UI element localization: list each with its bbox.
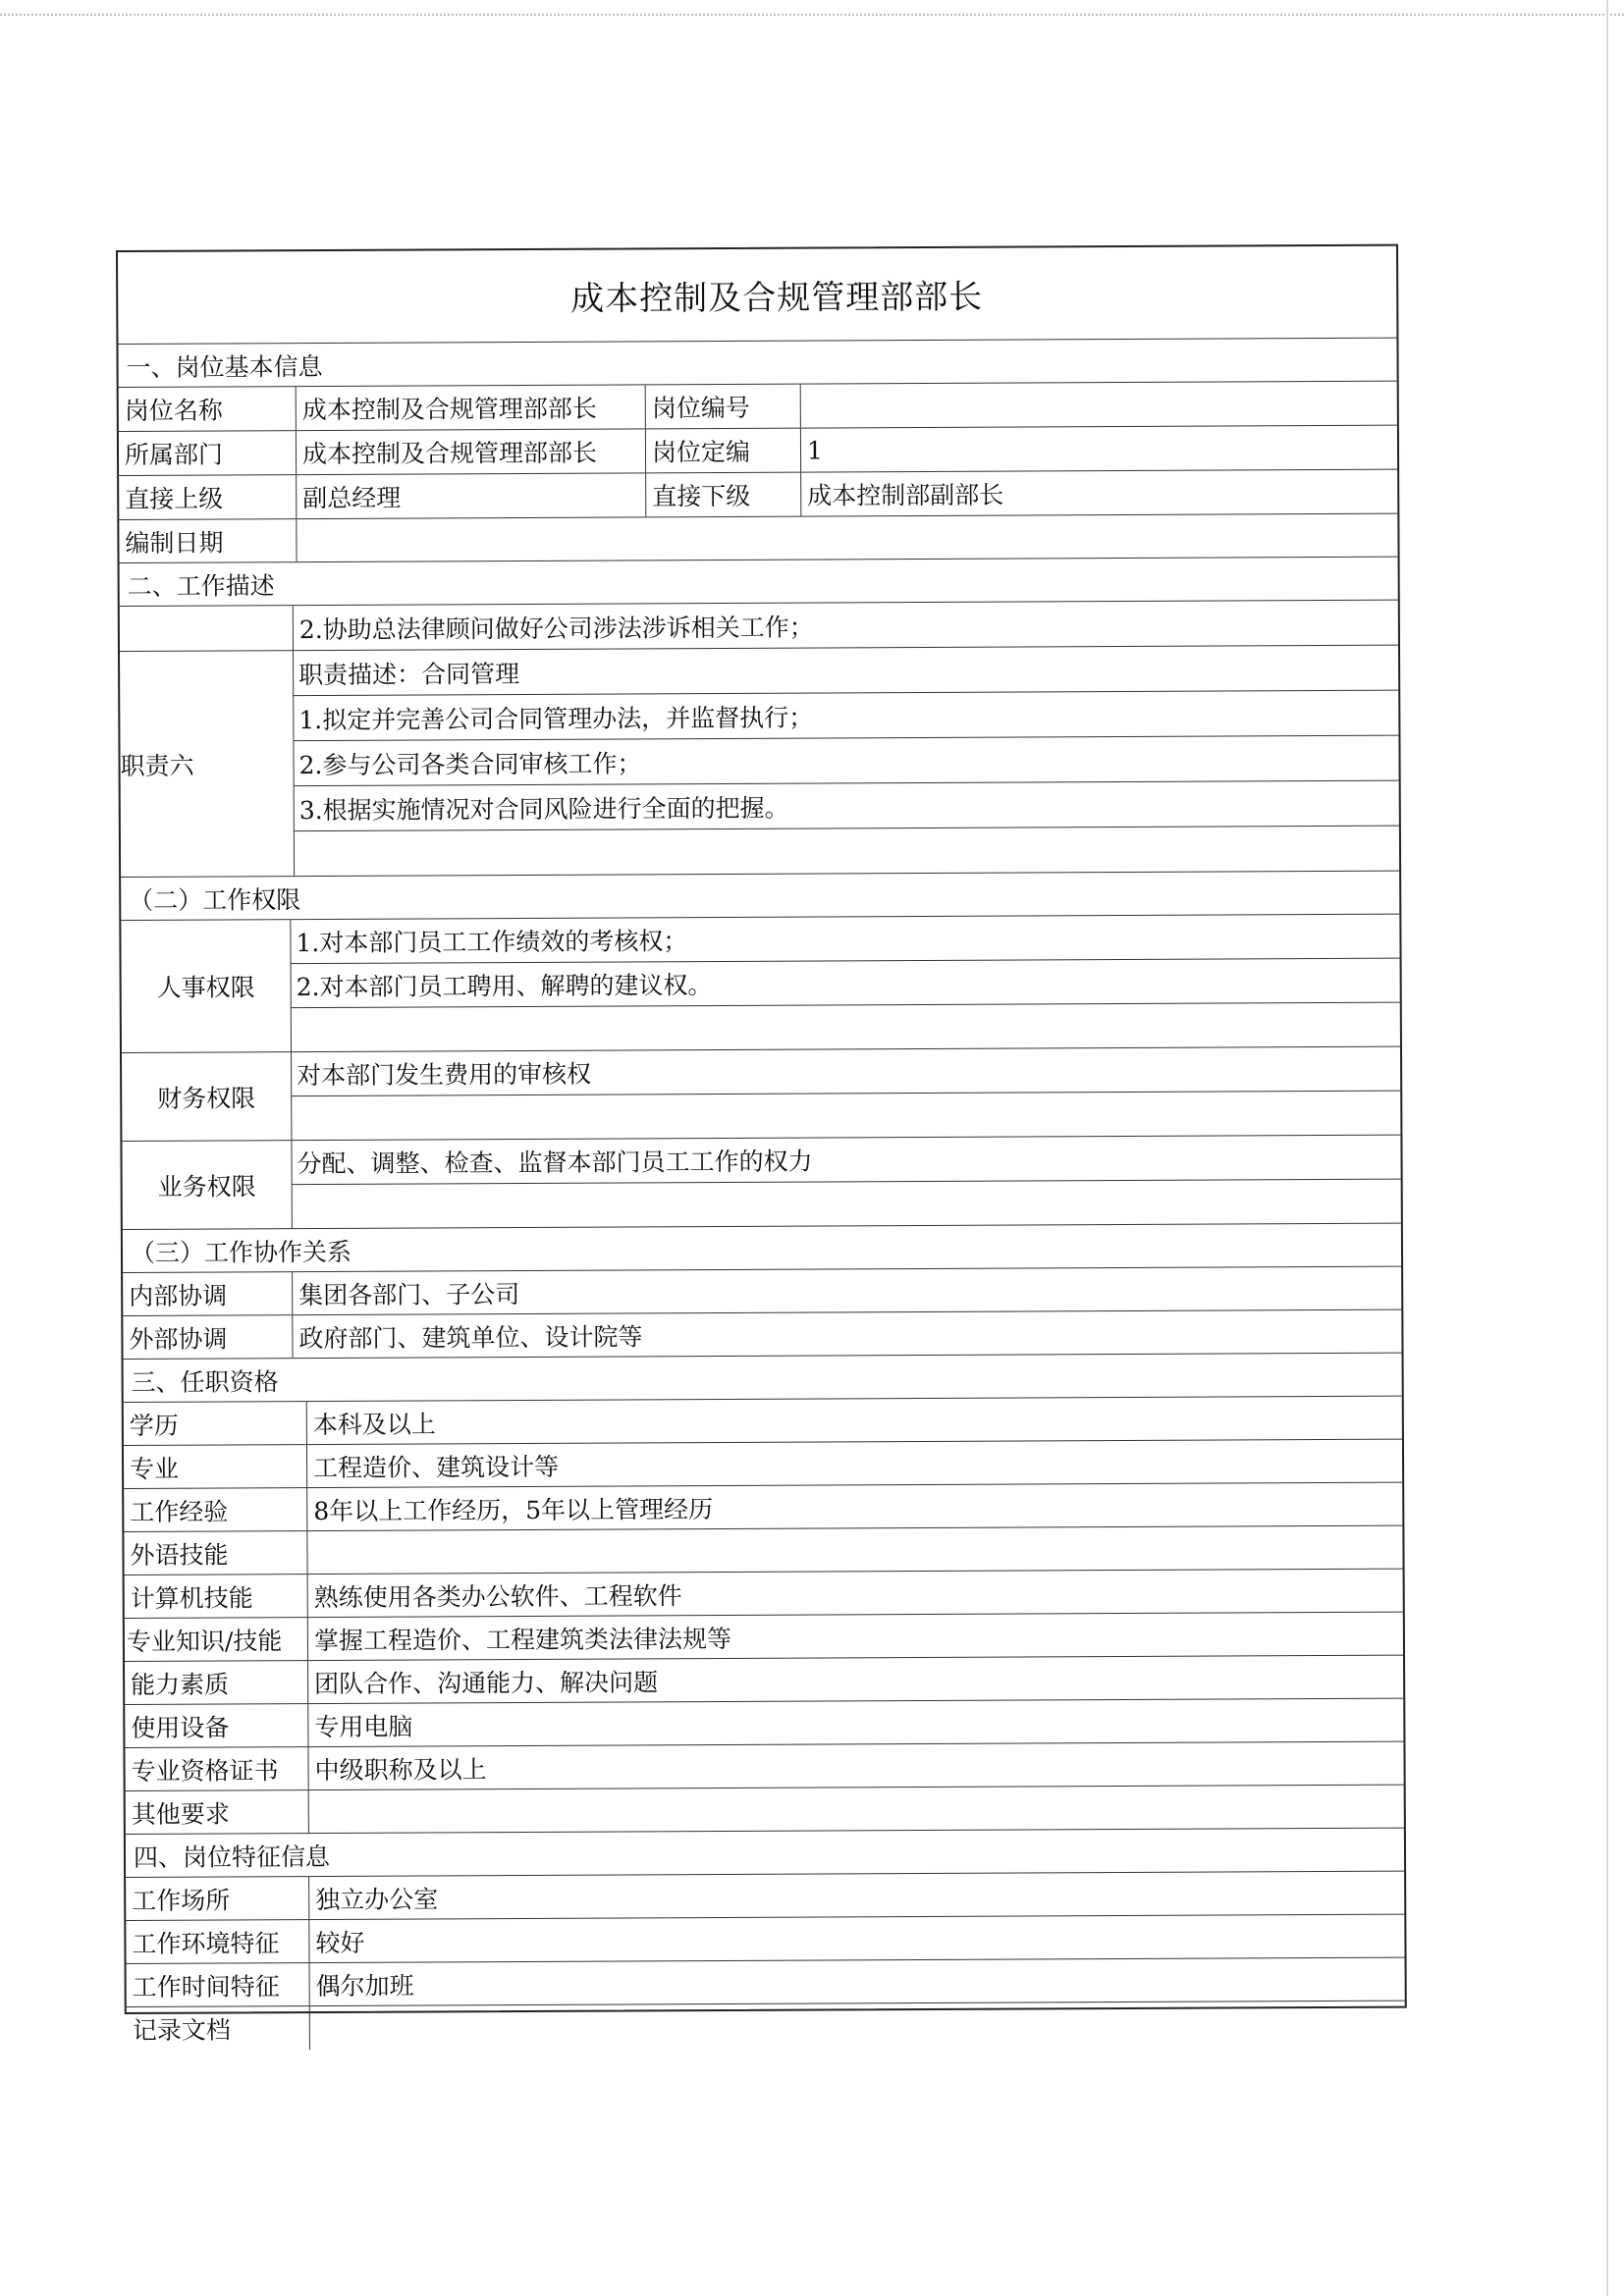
- table-row: [123, 1310, 1401, 1360]
- list-item: 对本部门发生费用的审核权: [297, 1059, 592, 1091]
- field-value: 集团各部门、子公司: [292, 1267, 1401, 1315]
- section-row: [126, 1829, 1404, 1878]
- field-label: 学历: [129, 1411, 179, 1440]
- field-value: 8年以上工作经历，5年以上管理经历: [306, 1483, 1402, 1530]
- scan-noise: [0, 14, 1624, 26]
- table-row: [119, 470, 1397, 520]
- table-row: [119, 382, 1397, 432]
- table-row: [291, 959, 1400, 1009]
- table-row: [120, 601, 1398, 652]
- section-heading: 一、岗位基本信息: [126, 351, 323, 382]
- table-row: [124, 1397, 1402, 1446]
- list-item: [291, 1092, 1400, 1141]
- table-row: [125, 1699, 1403, 1748]
- finance-authority-label: 财务权限: [122, 1052, 291, 1142]
- field-value: 掌握工程造价、工程建筑类法律法规等: [307, 1613, 1403, 1660]
- section-heading: （二）工作权限: [129, 884, 301, 915]
- list-item: 2.协助总法律顾问做好公司涉法涉诉相关工作；: [293, 601, 1398, 651]
- field-value: 熟练使用各类办公软件、工程软件: [307, 1570, 1403, 1617]
- field-value: 团队合作、沟通能力、解决问题: [307, 1656, 1403, 1703]
- table-row: [125, 1570, 1403, 1619]
- field-label: [120, 606, 293, 651]
- list-item: 1.拟定并完善公司合同管理办法，并监督执行；: [298, 703, 814, 734]
- duty-label: 职责六: [120, 651, 294, 878]
- table-row: [119, 426, 1397, 476]
- field-value: [296, 514, 1397, 561]
- field-label: 直接下级: [645, 473, 800, 517]
- table-row: [126, 1915, 1404, 1964]
- table-row: [125, 1613, 1403, 1662]
- table-row: [293, 691, 1398, 742]
- field-label: 工作环境特征: [132, 1928, 280, 1958]
- field-value: 成本控制及合规管理部部长: [296, 429, 645, 474]
- hr-authority-label: 人事权限: [121, 920, 291, 1053]
- table-row: [124, 1483, 1402, 1532]
- table-row: [291, 1136, 1400, 1186]
- field-label: 工作场所: [132, 1885, 231, 1915]
- page-edge: [1606, 0, 1608, 2296]
- field-label: 编制日期: [125, 527, 224, 558]
- title-row: [118, 246, 1396, 345]
- section-row: [121, 872, 1399, 921]
- field-value: 中级职称及以上: [307, 1742, 1403, 1789]
- section-heading: 二、工作描述: [127, 570, 275, 601]
- table-row: [126, 1872, 1404, 1921]
- field-value: [308, 1786, 1404, 1833]
- field-label: 直接上级: [125, 484, 224, 513]
- table-row: [127, 2002, 1405, 2051]
- section-row: [118, 339, 1396, 388]
- field-label: 记录文档: [132, 2015, 231, 2045]
- field-label: 其他要求: [131, 1798, 230, 1829]
- field-label: 外部协调: [129, 1323, 228, 1354]
- list-item: 1.对本部门员工工作绩效的考核权；: [296, 927, 688, 958]
- field-label: 使用设备: [131, 1712, 230, 1742]
- field-value: 独立办公室: [308, 1872, 1404, 1919]
- field-label: 能力素质: [131, 1669, 230, 1699]
- table-row: [119, 514, 1397, 563]
- list-item: 3.根据实施情况对合同风险进行全面的把握。: [298, 793, 789, 825]
- field-label: 专业: [129, 1454, 180, 1483]
- table-row: [124, 1440, 1402, 1489]
- field-label: 外语技能: [130, 1539, 229, 1570]
- section-row: [124, 1354, 1402, 1403]
- field-label: 岗位定编: [645, 429, 800, 473]
- field-value: 专用电脑: [307, 1699, 1403, 1746]
- field-value: [306, 1526, 1402, 1574]
- table-row: [126, 1786, 1404, 1835]
- table-row: [290, 915, 1399, 965]
- section-heading: （三）工作协作关系: [130, 1237, 352, 1267]
- page-title: 成本控制及合规管理部部长: [570, 277, 984, 319]
- field-label: 工作经验: [130, 1496, 229, 1526]
- list-item: [291, 1003, 1400, 1052]
- list-item: [294, 827, 1399, 877]
- field-value: 副总经理: [296, 473, 645, 518]
- field-label: 专业资格证书: [131, 1755, 279, 1786]
- field-value: 较好: [308, 1915, 1404, 1962]
- table-row: [125, 1742, 1403, 1791]
- section-row: [123, 1224, 1401, 1273]
- list-item: 职责描述：合同管理: [298, 659, 520, 689]
- table-row: [291, 1092, 1400, 1142]
- field-value: 政府部门、建筑单位、设计院等: [292, 1310, 1401, 1359]
- field-value: 成本控制及合规管理部部长: [296, 385, 645, 430]
- field-label: 岗位编号: [645, 385, 800, 429]
- field-label: 岗位名称: [124, 396, 223, 425]
- job-description-table: [116, 244, 1407, 2045]
- field-label: 所属部门: [124, 440, 224, 469]
- field-value: 工程造价、建筑设计等: [306, 1440, 1402, 1487]
- field-value: [800, 382, 1397, 428]
- section-row: [120, 558, 1398, 607]
- field-label: 工作时间特征: [132, 1971, 280, 2002]
- list-item: [292, 1180, 1401, 1229]
- field-value: 成本控制部副部长: [800, 470, 1397, 516]
- section-heading: 四、岗位特征信息: [133, 1842, 331, 1872]
- table-row: [292, 1180, 1401, 1230]
- field-value: 1: [800, 426, 1397, 472]
- table-row: [294, 827, 1399, 878]
- table-row: [291, 1047, 1400, 1097]
- field-label: 内部协调: [129, 1280, 228, 1310]
- field-value: 偶尔加班: [309, 1958, 1405, 2005]
- field-label: 专业知识/技能: [126, 1626, 283, 1656]
- table-row: [123, 1267, 1401, 1316]
- table-row: [127, 1958, 1405, 2007]
- field-value: 本科及以上: [306, 1397, 1402, 1444]
- table-row: [293, 736, 1398, 787]
- field-label: 计算机技能: [130, 1582, 253, 1613]
- table-row: [291, 1003, 1400, 1053]
- list-item: 2.参与公司各类合同审核工作；: [298, 748, 642, 779]
- table-row: [294, 781, 1399, 832]
- list-item: 分配、调整、检查、监督本部门员工工作的权力: [297, 1147, 813, 1179]
- list-item: 2.对本部门员工聘用、解聘的建议权。: [296, 971, 713, 1002]
- table-row: [124, 1526, 1402, 1575]
- field-value: [309, 2002, 1405, 2050]
- section-heading: 三、任职资格: [131, 1366, 279, 1397]
- table-row: [293, 646, 1398, 697]
- table-row: [125, 1656, 1403, 1705]
- business-authority-label: 业务权限: [122, 1141, 291, 1230]
